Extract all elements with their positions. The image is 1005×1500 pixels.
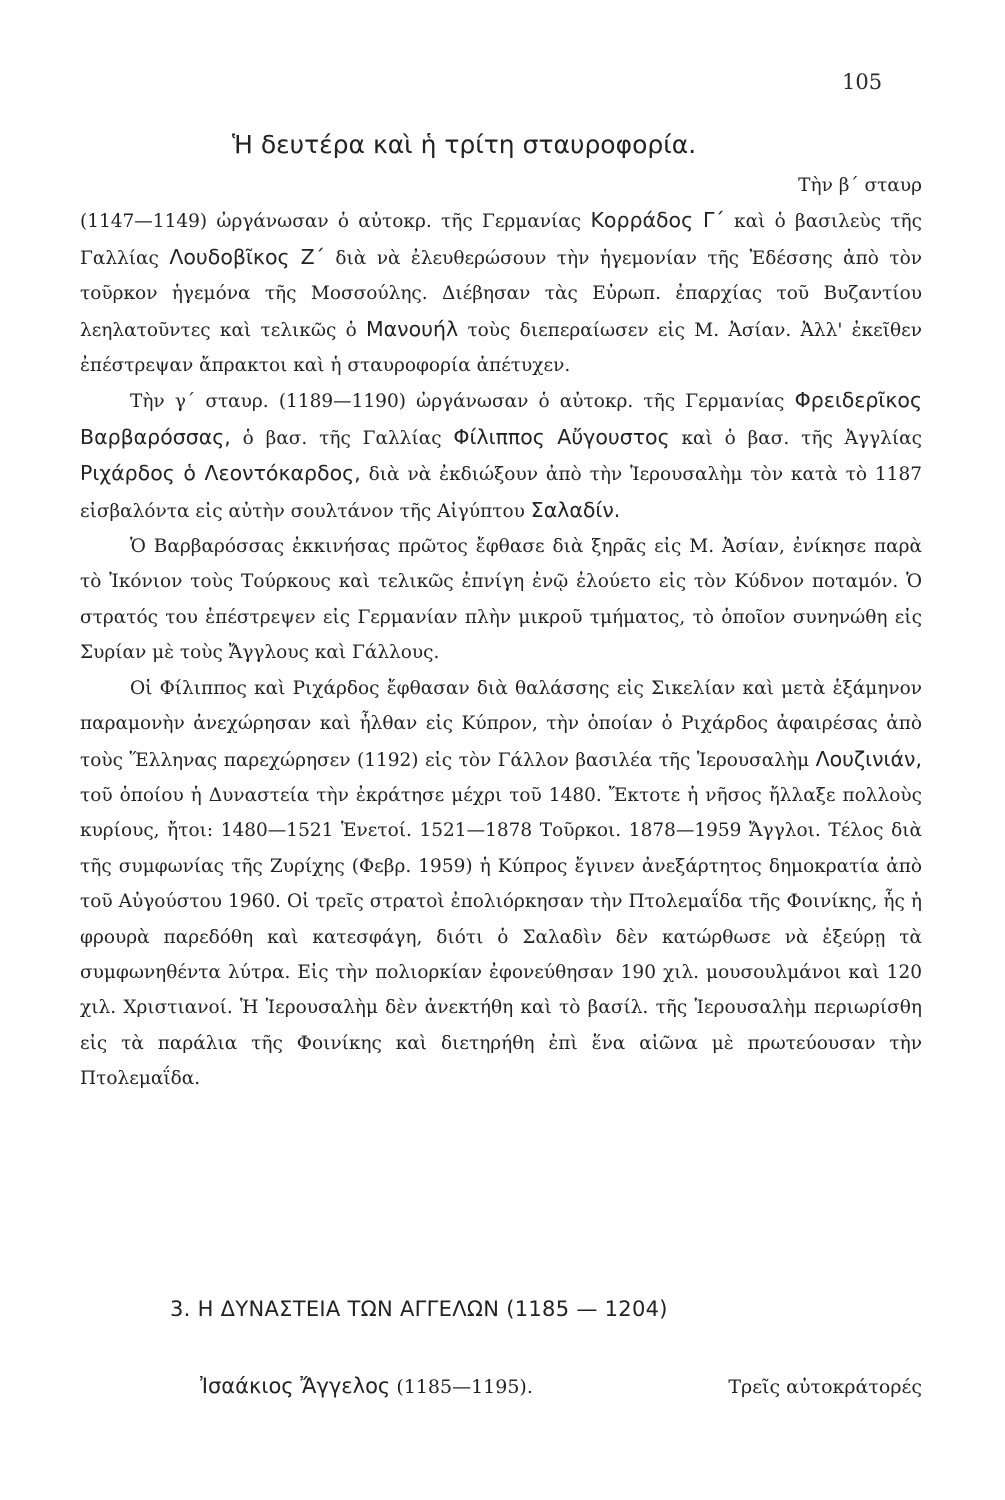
paragraph-2: Τὴν γ΄ σταυρ. (1189—1190) ὠργάνωσαν ὁ αὐτοκρ. τῆς Γερμανίας Φρειδερῖκος Βαρβαρόσσας, ὁ βασ. τῆς Γαλλίας Φίλιππος Αὔγουστος καὶ ὁ βασ. τῆς Ἀγγλίας Ριχάρδος ὁ Λεοντόκαρδος, διὰ νὰ ἐκδιώξουν ἀπὸ τὴν Ἱερουσαλὴμ τὸν κατὰ τὸ 1187 εἰσβαλόντα εἰς αὐτὴν σουλτάνον τῆς Αἰγύπτου Σαλαδίν. <box>80 388 922 522</box>
section-title: Ἡ δευτέρα καὶ ἡ τρίτη σταυροφορία. <box>232 130 697 159</box>
body-text <box>80 168 922 1097</box>
continuation-text: Τρεῖς αὐτοκράτορές <box>728 1376 922 1398</box>
paragraph-1-intro: Τὴν β΄ σταυρ <box>798 175 922 196</box>
page-number: 105 <box>842 70 883 94</box>
reign-years: (1185—1195). <box>396 1376 533 1398</box>
emperor-name: Ἰσαάκιος Ἄγγελος <box>200 1374 391 1398</box>
section-heading: 3. Η ΔΥΝΑΣΤΕΙΑ ΤΩΝ ΑΓΓΕΛΩΝ (1185 — 1204) <box>170 1297 668 1321</box>
paragraph-3: Ὁ Βαρβαρόσσας ἐκκινήσας πρῶτος ἔφθασε διὰ ξηρᾶς εἰς Μ. Ἀσίαν, ἐνίκησε παρὰ τὸ Ἰκόνιον τοὺς Τούρκους καὶ τελικῶς ἐπνίγη ἐνῷ ἐλούετο εἰς τὸν Κύδνον ποταμόν. Ὁ στρατός του ἐπέστρεψεν εἰς Γερμανίαν πλὴν μικροῦ τμήματος, τὸ ὁποῖον συνηνώθη εἰς Συρίαν μὲ τοὺς Ἄγγλους καὶ Γάλλους. <box>80 536 922 664</box>
paragraph-4: Οἱ Φίλιππος καὶ Ριχάρδος ἔφθασαν διὰ θαλάσσης εἰς Σικελίαν καὶ μετὰ ἑξάμηνον παραμονὴν ἀνεχώρησαν καὶ ἦλθαν εἰς Κύπρον, τὴν ὁποίαν ὁ Ριχάρδος ἀφαιρέσας ἀπὸ τοὺς Ἕλληνας παρεχώρησεν (1192) εἰς τὸν Γάλλον βασιλέα τῆς Ἱερουσαλὴμ Λουζινιάν, τοῦ ὁποίου ἡ Δυναστεία τὴν ἐκράτησε μέχρι τοῦ 1480. Ἔκτοτε ἡ νῆσος ἤλλαξε πολλοὺς κυρίους, ἤτοι: 1480—1521 Ἑνετοί. 1521—1878 Τοῦρκοι. 1878—1959 Ἄγγλοι. Τέλος διὰ τῆς συμφωνίας τῆς Ζυρίχης (Φεβρ. 1959) ἡ Κύπρος ἔγινεν ἀνεξάρτητος δημοκρατία ἀπὸ τοῦ Αὐγούστου 1960. Οἱ τρεῖς στρατοὶ ἐπολιόρκησαν τὴν Πτολεμαΐδα τῆς Φοινίκης, ἧς ἡ φρουρὰ παρεδόθη καὶ κατεσφάγη, διότι ὁ Σαλαδὶν δὲν κατώρθωσε νὰ ἐξεύρῃ τὰ συμφωνηθέντα λύτρα. Εἰς τὴν πολιορκίαν ἐφονεύθησαν 190 χιλ. μουσουλμάνοι καὶ 120 χιλ. Χριστιανοί. Ἡ Ἱερουσαλὴμ δὲν ἀνεκτήθη καὶ τὸ βασίλ. τῆς Ἱερουσαλὴμ περιωρίσθη εἰς τὰ παράλια τῆς Φοινίκης καὶ διετηρήθη ἐπὶ ἕνα αἰῶνα μὲ πρωτεύουσαν τὴν Πτολεμαΐδα. <box>80 677 922 1090</box>
last-line <box>200 1374 922 1398</box>
paragraph-1: (1147—1149) ὠργάνωσαν ὁ αὐτοκρ. τῆς Γερμανίας Κορράδος Γ΄ καὶ ὁ βασιλεὺς τῆς Γαλλίας Λουδοβῖκος Ζ΄ διὰ νὰ ἐλευθερώσουν τὴν ἡγεμονίαν τῆς Ἐδέσσης ἀπὸ τὸν τοῦρκον ἡγεμόνα τῆς Μοσσούλης. Διέβησαν τὰς Εὐρωπ. ἐπαρχίας τοῦ Βυζαντίου λεηλατοῦντες καὶ τελικῶς ὁ Μανουήλ τοὺς διεπεραίωσεν εἰς Μ. Ἀσίαν. Ἀλλ' ἐκεῖθεν ἐπέστρεψαν ἄπρακτοι καὶ ἡ σταυροφορία ἀπέτυχεν. <box>80 208 922 377</box>
